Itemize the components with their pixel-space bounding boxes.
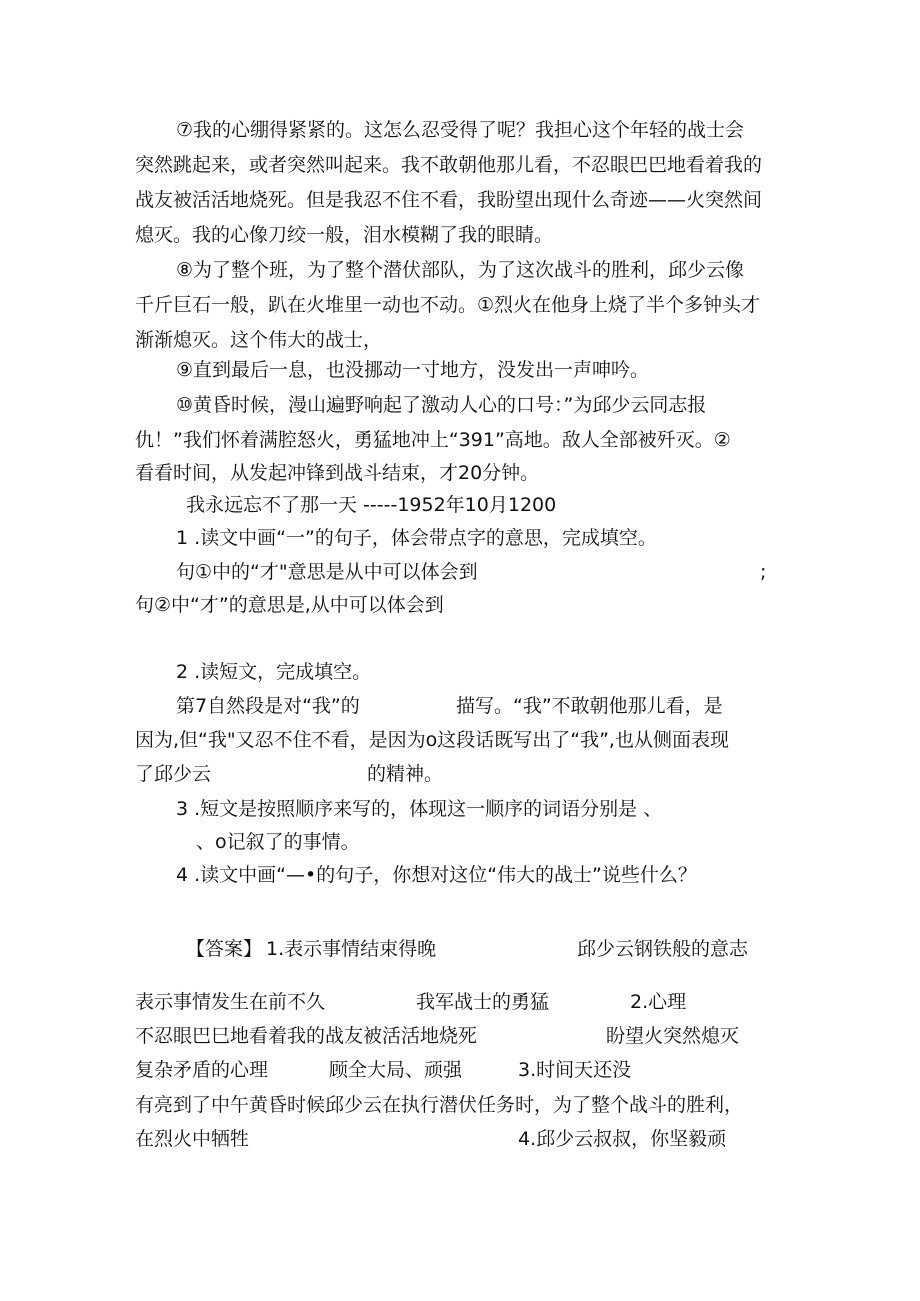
- answer-2-left: 表示事情发生在前不久: [135, 991, 326, 1013]
- paragraph-8-line-3: 渐渐熄灭。这个伟大的战士，: [135, 329, 383, 351]
- paragraph-7-line-3: 战友被活活地烧死。但是我忍不住不看，我盼望出现什么奇迹——火突然间: [135, 189, 763, 211]
- question-1a: 句①中的“才"意思是从中可以体会到: [176, 561, 478, 583]
- answer-4-left: 复杂矛盾的心理: [135, 1059, 269, 1081]
- paragraph-8-line-1: ⑧为了整个班，为了整个潜伏部队，为了这次战斗的胜利，邱少云像: [176, 259, 745, 281]
- answer-4-right: 3.时间天还没: [518, 1059, 632, 1081]
- answer-6-right: 4.邱少云叔叔，你坚毅顽: [518, 1128, 727, 1150]
- answer-3-right: 盼望火突然熄灭: [606, 1025, 740, 1047]
- question-2-line-3b: 的精神。: [367, 763, 444, 785]
- question-1a-end: ;: [760, 561, 767, 583]
- question-2: 2 .读短文，完成填空。: [176, 661, 372, 683]
- paragraph-10-line-3: 看看时间，从发起冲锋到战斗结束，才20分钟。: [135, 462, 540, 484]
- answer-1-right: 邱少云钢铁般的意志: [577, 938, 749, 960]
- question-2-line-1b: 描写。“我”不敢朝他那儿看，是: [456, 695, 723, 717]
- question-2-line-2: 因为,但“我"又忍不住不看，是因为o这段话既写出了“我”,也从侧面表现: [135, 729, 729, 751]
- question-1: 1 .读文中画“一”的句子，体会带点字的意思，完成填空。: [176, 527, 657, 549]
- answer-label: 【答案】: [186, 938, 263, 960]
- paragraph-7-line-1: ⑦我的心绷得紧紧的。这怎么忍受得了呢？我担心这个年轻的战士会: [176, 119, 745, 141]
- source-line: 我永远忘不了那一天 -----1952年10月1200: [186, 494, 557, 516]
- question-4: 4 .读文中画“—•的句子，你想对这位“伟大的战士”说些什么？: [176, 864, 697, 886]
- paragraph-10-line-2: 仇！”我们怀着满腔怒火，勇猛地冲上“391”高地。敌人全部被歼灭。②: [135, 429, 731, 451]
- paragraph-7-line-2: 突然跳起来，或者突然叫起来。我不敢朝他那儿看，不忍眼巴巴地看着我的: [135, 154, 763, 176]
- question-2-line-3a: 了邱少云: [135, 763, 212, 785]
- paragraph-10-line-1: ⑩黄昏时候，漫山遍野响起了激动人心的口号：”为邱少云同志报: [176, 394, 707, 416]
- question-3-line-2: 、o记叙了的事情。: [196, 831, 360, 853]
- paragraph-9: ⑨直到最后一息，也没挪动一寸地方，没发出一声呻吟。: [176, 359, 650, 381]
- answer-4-mid: 顾全大局、顽强: [329, 1059, 463, 1081]
- answer-2-mid: 我军战士的勇猛: [416, 991, 550, 1013]
- question-3-line-1: 3 .短文是按照顺序来写的，体现这一顺序的词语分别是 、: [176, 798, 663, 820]
- answer-3-left: 不忍眼巴巳地看着我的战友被活活地烧死: [135, 1025, 478, 1047]
- question-2-line-1a: 第7自然段是对“我”的: [176, 695, 360, 717]
- answer-1: 1.表示事情结束得晚: [266, 938, 437, 960]
- answer-6-left: 在烈火中牺牲: [135, 1128, 250, 1150]
- answer-5: 有亮到了中午黄昏时候邱少云在执行潜伏任务时，为了整个战斗的胜利，: [135, 1094, 744, 1116]
- answer-2-right: 2.心理: [630, 991, 687, 1013]
- paragraph-8-line-2: 千斤巨石一般，趴在火堆里一动也不动。①烈火在他身上烧了半个多钟头才: [135, 294, 761, 316]
- paragraph-7-line-4: 熄灭。我的心像刀绞一般，泪水模糊了我的眼睛。: [135, 224, 554, 246]
- question-1b: 句②中“才”的意思是,从中可以体会到: [135, 594, 444, 616]
